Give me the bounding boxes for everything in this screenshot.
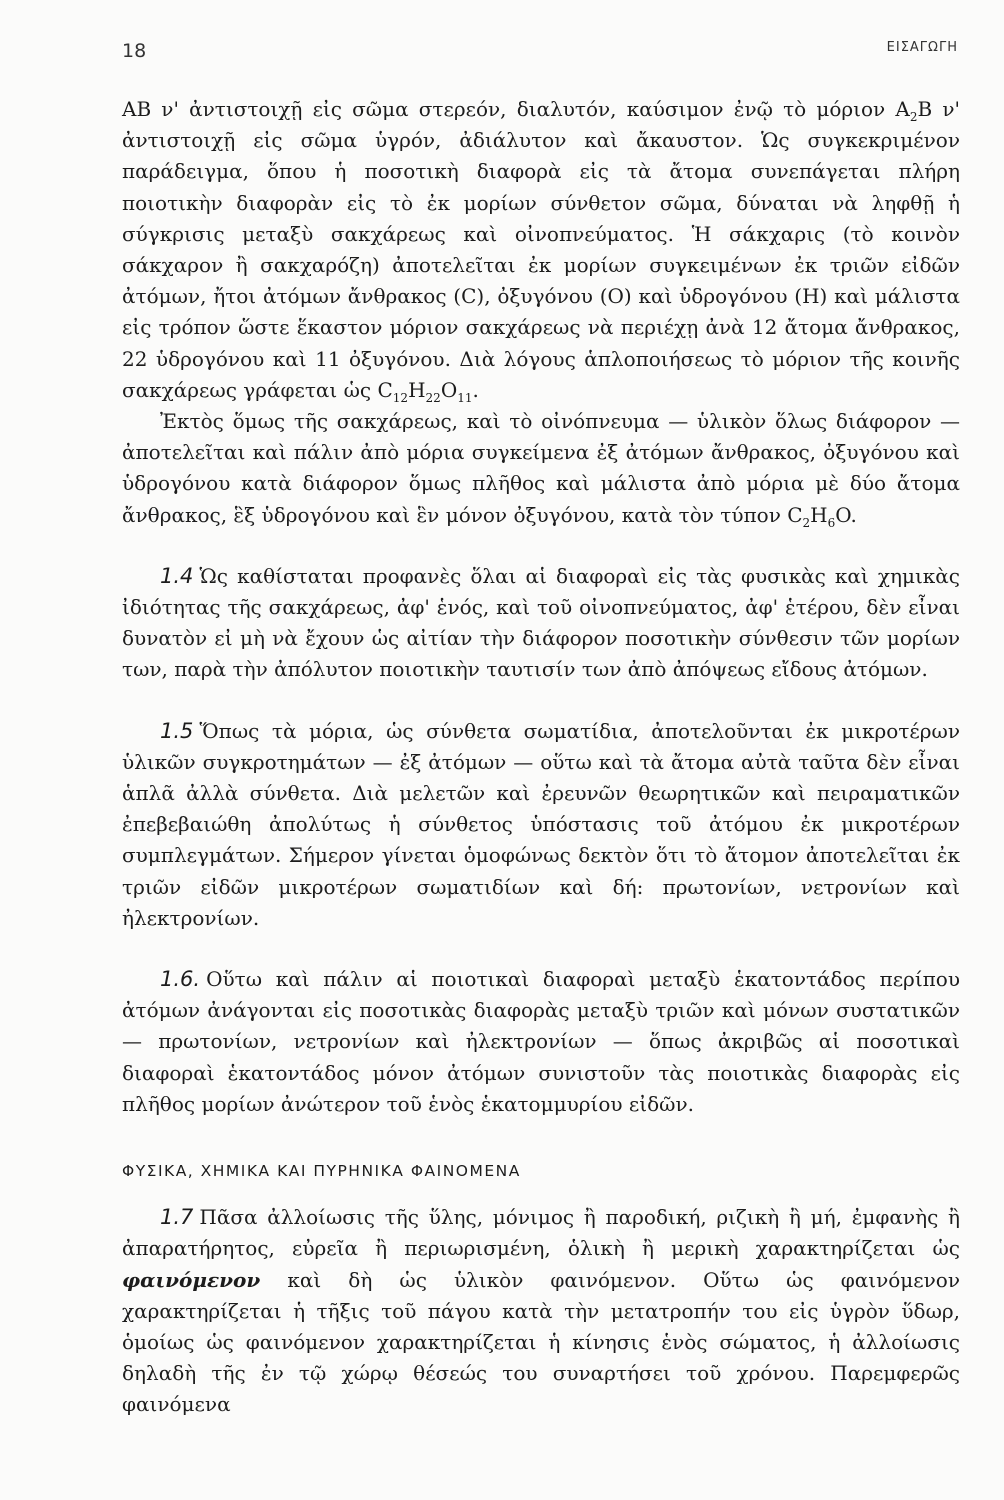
paragraph-intro: ΑΒ ν' ἀντιστοιχῇ εἰς σῶμα στερεόν, διαλυτόν, καύσιμον ἐνῷ τὸ μόριον $A_2B$ ν' ἀντιστοιχῇ εἰς σῶμα ὑγρόν, ἀδιάλυτον καὶ ἄκαυστον. Ὡς συγκεκριμένον παράδειγμα, ὅπου ἡ ποσοτικὴ διαφορὰ εἰς τὰ ἄτομα συνεπάγεται πλήρη ποιοτικὴν διαφορὰν εἰς τὸ ἐκ μορίων σύνθετον σῶμα, δύναται νὰ ληφθῇ ἡ σύγκρισις μεταξὺ σακχάρεως καὶ οἰνοπνεύματος. Ἡ σάκχαρις (τὸ κοινὸν σάκχαρον ἢ σακχαρόζη) ἀποτελεῖται ἐκ μορίων συγκειμένων ἐκ τριῶν εἰδῶν ἀτόμων, ἤτοι ἀτόμων ἄνθρακος (C), ὀξυγόνου (O) καὶ ὑδρογόνου (H) καὶ μάλιστα εἰς τρόπον ὥστε ἕκαστον μόριον σακχάρεως νὰ περιέχῃ ἀνὰ 12 ἄτομα ἄνθρακος, 22 ὑδρογόνου καὶ 11 ὀξυγόνου. Διὰ λόγους ἁπλοποιήσεως τὸ μόριον τῆς κοινῆς σακχάρεως γράφεται ὡς $C_{12}H_{22}O_{11}$. bbox=[122, 97, 960, 405]
term-phainomenon: φαινόμενον bbox=[122, 1267, 261, 1292]
section-1-5: 1.5 Ὅπως τὰ μόρια, ὡς σύνθετα σωματίδια, ἀποτελοῦνται ἐκ μικροτέρων ὑλικῶν συγκροτημάτων — ἐξ ἀτόμων — οὕτω καὶ τὰ ἄτομα αὐτὰ ταῦτα δὲν εἶναι ἁπλᾶ ἀλλὰ σύνθετα. Διὰ μελετῶν καὶ ἐρευνῶν θεωρητικῶν καὶ πειραματικῶν ἐπεβεβαιώθη ἀπολύτως ἡ σύνθετος ὑπόστασις τοῦ ἀτόμου ἐκ μικροτέρων συμπλεγμάτων. Σήμερον γίνεται ὁμοφώνως δεκτὸν ὅτι τὸ ἄτομον ἀποτελεῖται ἐκ τριῶν εἰδῶν μικροτέρων σωματιδίων καὶ δή: πρωτονίων, νετρονίων καὶ ἠλεκτρονίων. bbox=[122, 718, 960, 930]
section-number: 1.7 bbox=[160, 1205, 194, 1230]
running-head: ΕΙΣΑΓΩΓΗ bbox=[886, 40, 958, 55]
section-number: 1.4 bbox=[160, 563, 194, 588]
section-number: 1.6. bbox=[160, 967, 201, 992]
section-number: 1.5 bbox=[160, 718, 194, 743]
page-number: 18 bbox=[122, 40, 147, 62]
paragraph-ethanol: Ἐκτὸς ὅμως τῆς σακχάρεως, καὶ τὸ οἰνόπνευμα — ὑλικὸν ὅλως διάφορον — ἀποτελεῖται καὶ πάλιν ἀπὸ μόρια συγκείμενα ἐξ ἀτόμων ἄνθρακος, ὀξυγόνου καὶ ὑδρογόνου κατὰ διάφορον ὅμως πλῆθος καὶ μάλιστα ἀπὸ μόρια μὲ δύο ἄτομα ἄνθρακος, ἓξ ὑδρογόνου καὶ ἓν μόνον ὀξυγόνου, κατὰ τὸν τύπον $C_2H_6O$. bbox=[122, 409, 960, 530]
section-1-4: 1.4 Ὡς καθίσταται προφανὲς ὅλαι αἱ διαφοραὶ εἰς τὰς φυσικὰς καὶ χημικὰς ἰδιότητας τῆς σακχάρεως, ἀφ' ἑνός, καὶ τοῦ οἰνοπνεύματος, ἀφ' ἑτέρου, δὲν εἶναι δυνατὸν εἰ μὴ νὰ ἔχουν ὡς αἰτίαν τὴν διάφορον ποσοτικὴν σύνθεσιν τῶν μορίων των, παρὰ τὴν ἀπόλυτον ποιοτικὴν ταυτισίν των ἀπὸ ἀπόψεως εἴδους ἀτόμων. bbox=[122, 563, 960, 682]
section-heading: ΦΥΣΙΚΑ, ΧΗΜΙΚΑ ΚΑΙ ΠΥΡΗΝΙΚΑ ΦΑΙΝΟΜΕΝΑ bbox=[122, 1162, 521, 1181]
section-1-6: 1.6. Οὕτω καὶ πάλιν αἱ ποιοτικαὶ διαφοραὶ μεταξὺ ἑκατοντάδος περίπου ἀτόμων ἀνάγονται εἰς ποσοτικὰς διαφορὰς μεταξὺ τριῶν καὶ μόνων συστατικῶν — πρωτονίων, νετρονίων καὶ ἠλεκτρονίων — ὅπως ἀκριβῶς αἱ ποσοτικαὶ διαφοραὶ ἑκατοντάδος μόνον ἀτόμων συνιστοῦν τὰς ποιοτικὰς διαφορὰς εἰς πλῆθος μορίων ἀνώτερον τοῦ ἑνὸς ἑκατομμυρίου εἰδῶν. bbox=[122, 967, 960, 1116]
section-1-7: 1.7 Πᾶσα ἀλλοίωσις τῆς ὕλης, μόνιμος ἢ παροδική, ριζικὴ ἢ μή, ἐμφανὴς ἢ ἀπαρατήρητος, εὐρεῖα ἢ περιωρισμένη, ὁλικὴ ἢ μερικὴ χαρακτηρίζεται ὡς φαινόμενον καὶ δὴ ὡς ὑλικὸν φαινόμενον. Οὕτω ὡς φαινόμενον χαρακτηρίζεται ἡ τῆξις τοῦ πάγου κατὰ τὴν μετατροπήν του εἰς ὑγρὸν ὕδωρ, ὁμοίως ὡς φαινόμενον χαρακτηρίζεται ἡ κίνησις ἑνὸς σώματος, ἡ ἀλλοίωσις δηλαδὴ τῆς ἐν τῷ χώρῳ θέσεώς του συναρτήσει τοῦ χρόνου. Παρεμφερῶς φαινόμενα bbox=[122, 1205, 960, 1417]
page-body bbox=[122, 94, 960, 1421]
